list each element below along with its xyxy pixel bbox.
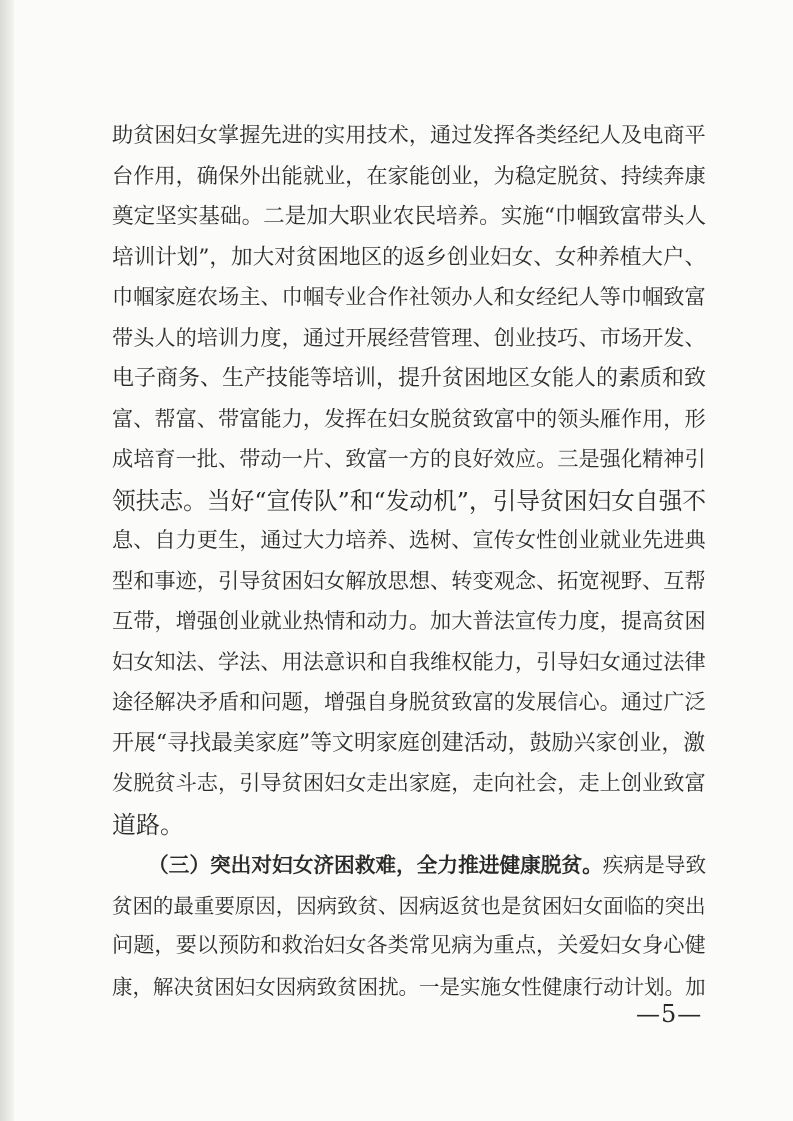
text-line [112,643,712,684]
text-line-content: 康，解决贫困妇女因病致贫困扰。一是实施女性健康行动计划。加 [112,974,706,999]
text-line-content: 领扶志。当好“宣传队”和“发动机”，引导贫困妇女自强不 [112,486,707,515]
section-3-first-line [112,845,712,886]
text-line-content: 成培育一批、带动一片、致富一方的良好效应。三是强化精神引 [112,447,706,472]
text-line-content: 互带，增强创业就业热情和动力。加大普法宣传力度，提高贫困 [112,609,706,634]
text-line [112,886,712,927]
text-line-content: 道路。 [112,810,184,839]
text-line [112,724,712,765]
text-line-content: 助贫困妇女掌握先进的实用技术，通过发挥各类经纪人及电商平 [112,123,706,148]
page-number: —5— [636,1000,703,1028]
body-text [112,116,712,1007]
text-line-content: 息、自力更生，通过大力培养、选树、宣传女性创业就业先进典 [112,528,706,553]
text-line-content: 电子商务、生产技能等培训，提升贫困地区女能人的素质和致 [112,366,707,391]
text-line [112,805,712,846]
text-line-content: 台作用，确保外出能就业，在家能创业，为稳定脱贫、持续奔康 [112,163,706,189]
text-line-content: 富、帮富、带富能力，发挥在妇女脱贫致富中的领头雁作用，形 [112,406,706,432]
text-line [112,764,712,805]
text-line-content: 发脱贫斗志，引导贫困妇女走出家庭，走向社会，走上创业致富 [112,771,706,796]
text-line [112,683,712,724]
text-line [112,157,712,198]
text-line [112,521,712,562]
text-line [112,967,712,1008]
text-line [112,319,712,360]
text-line [112,481,712,522]
text-line [112,278,712,319]
section-3-heading-continuation: 疾病是导致 [602,853,707,877]
text-line-content: 奠定坚实基础。二是加大职业农民培养。实施“巾帼致富带头人 [112,204,707,229]
text-line-content: 开展“寻找最美家庭”等文明家庭创建活动，鼓励兴家创业，激 [112,730,706,756]
text-line-content: 妇女知法、学法、用法意识和自我维权能力，引导妇女通过法律 [112,649,706,675]
text-line-content: 途径解决矛盾和问题，增强自身脱贫致富的发展信心。通过广泛 [112,690,706,715]
scan-edge-shadow [0,0,14,1121]
text-line [112,440,712,481]
text-line-content: 巾帼家庭农场主、巾帼专业合作社领办人和女经纪人等巾帼致富 [112,285,706,310]
text-line-content: 带头人的培训力度，通过开展经营管理、创业技巧、市场开发、 [112,325,706,351]
text-line [112,926,712,967]
text-line [112,400,712,441]
text-line-content: 培训计划”，加大对贫困地区的返乡创业妇女、女种养植大户、 [112,244,707,270]
text-line [112,602,712,643]
text-line [112,197,712,238]
text-line [112,359,712,400]
text-line [112,116,712,157]
text-line-content: 问题，要以预防和救治妇女各类常见病为重点，关爱妇女身心健 [112,933,706,958]
text-line [112,562,712,603]
text-line [112,238,712,279]
text-line-content: 型和事迹，引导贫困妇女解放思想、转变观念、拓宽视野、互帮 [112,568,706,594]
section-3-heading: （三）突出对妇女济困救难，全力推进健康脱贫。 [148,853,603,877]
text-line-content: 贫困的最重要原因，因病致贫、因病返贫也是贫困妇女面临的突出 [112,893,706,918]
